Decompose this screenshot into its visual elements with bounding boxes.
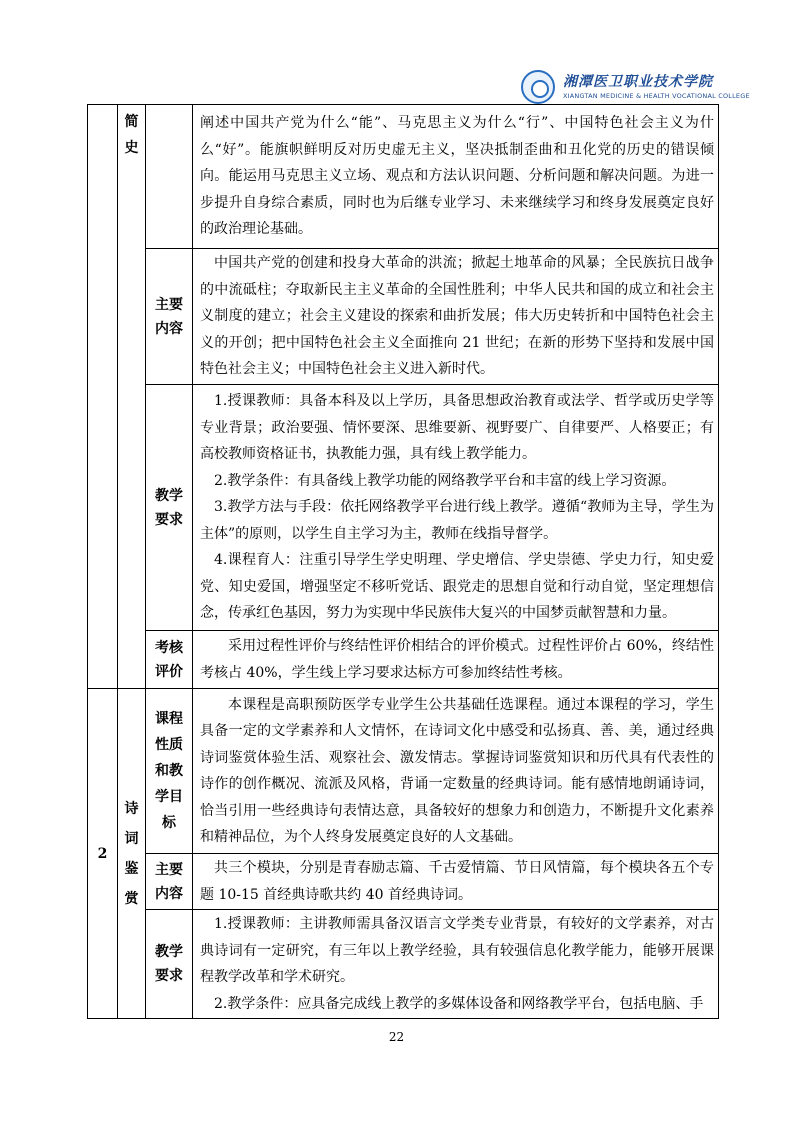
course-name: 简史 bbox=[124, 114, 139, 156]
table-row bbox=[88, 910, 719, 1019]
goal-label: 课程性质和教学目标 bbox=[155, 711, 183, 831]
req-item: 1.授课教师：主讲教师需具备汉语言文学类专业背景，有较好的文学素养，对古典诗词有一定研究，有三年以上教学经验，具有较强信息化教学能力，能够开展课程教学改革和学术研究。 bbox=[200, 916, 714, 985]
goal-text: 阐述中国共产党为什么“能”、马克思主义为什么“行”、中国特色社会主义为什么“好”。能旗帜鲜明反对历史虚无主义，坚决抵制歪曲和丑化党的历史的错误倾向。能运用马克思主义立场、观点和方法认识问题、分析问题和解决问题。为进一步提升自身综合素质，同时也为后继专业学习、未来继续学习和终身发展奠定良好的政治理论基础。 bbox=[200, 115, 714, 238]
req-item: 2.教学条件：应具备完成线上教学的多媒体设备和网络教学平台，包括电脑、手 bbox=[214, 995, 704, 1012]
table-row bbox=[88, 249, 719, 385]
logo-chinese-name: 湘潭医卫职业技术学院 bbox=[563, 74, 713, 90]
course-number-cell bbox=[88, 105, 118, 689]
req-label-cell bbox=[146, 385, 193, 631]
course-name: 诗词鉴赏 bbox=[124, 800, 139, 907]
content-label-cell bbox=[146, 854, 193, 910]
eval-text: 采用过程性评价与终结性评价相结合的评价模式。过程性评价占 60%，终结性考核占 40%，学生线上学习要求达标方可参加终结性考核。 bbox=[200, 638, 714, 681]
req-item: 3.教学方法与手段：依托网络教学平台进行线上教学。遵循“教师为主导，学生为主体”的原则，以学生自主学习为主，教师在线指导督学。 bbox=[200, 499, 714, 542]
req-label: 教学要求 bbox=[155, 944, 183, 984]
content-text-cell bbox=[193, 249, 719, 385]
course-name-cell bbox=[118, 689, 146, 1019]
req-text-cell bbox=[193, 910, 719, 1019]
eval-label: 考核评价 bbox=[155, 639, 183, 680]
logo-english-name: XIANGTAN MEDICINE & HEALTH VOCATIONAL COLLEGE bbox=[563, 92, 750, 100]
goal-label-cell bbox=[146, 105, 193, 249]
req-label: 教学要求 bbox=[155, 487, 183, 528]
course-name-cell bbox=[118, 105, 146, 689]
goal-text-cell bbox=[193, 689, 719, 854]
content-text-cell bbox=[193, 854, 719, 910]
req-item: 1.授课教师：具备本科及以上学历，具备思想政治教育或法学、哲学或历史学等专业背景；政治要强、情怀要深、思维要新、视野要广、自律要严、人格要正；有高校教师资格证书，执教能力强，具有线上教学能力。 bbox=[200, 393, 714, 463]
eval-label-cell bbox=[146, 631, 193, 689]
req-label-cell bbox=[146, 910, 193, 1019]
req-item: 2.教学条件：有具备线上教学功能的网络教学平台和丰富的线上学习资源。 bbox=[214, 472, 676, 489]
content-label: 主要内容 bbox=[155, 861, 183, 902]
table-row bbox=[88, 105, 719, 249]
table-row bbox=[88, 854, 719, 910]
req-item: 4.课程育人：注重引导学生学史明理、学史增信、学史崇德、学史力行，知史爱党、知史爱国，增强坚定不移听党话、跟党走的思想自觉和行动自觉，坚定理想信念，传承红色基因，努力为实现中华民族伟大复兴的中国梦贡献智慧和力量。 bbox=[200, 552, 714, 622]
content-text: 共三个模块，分别是青春励志篇、千古爱情篇、节日风情篇，每个模块各五个专题 10-15 首经典诗歌共约 40 首经典诗词。 bbox=[200, 860, 714, 903]
goal-text-cell bbox=[193, 105, 719, 249]
table-row bbox=[88, 689, 719, 854]
content-text: 中国共产党的创建和投身大革命的洪流；掀起土地革命的风暴；全民族抗日战争的中流砥柱；夺取新民主主义革命的全国性胜利；中华人民共和国的成立和社会主义制度的建立；社会主义建设的探索和曲折发展；伟大历史转折和中国特色社会主义的开创；把中国特色社会主义全面推向 21 世纪；在新的形势下坚持和发展中国特色社会主义；中国特色社会主义进入新时代。 bbox=[200, 255, 714, 378]
goal-label-cell bbox=[146, 689, 193, 854]
table-row bbox=[88, 631, 719, 689]
college-emblem-icon bbox=[521, 70, 555, 104]
course-number-cell bbox=[88, 689, 118, 1019]
content-label: 主要内容 bbox=[155, 296, 183, 337]
content-label-cell bbox=[146, 249, 193, 385]
college-logo bbox=[521, 66, 750, 108]
req-text-cell bbox=[193, 385, 719, 631]
goal-text: 本课程是高职预防医学专业学生公共基础任选课程。通过本课程的学习，学生具备一定的文学素养和人文情怀，在诗词文化中感受和弘扬真、善、美，通过经典诗词鉴赏体验生活、观察社会、激发情志。掌握诗词鉴赏知识和历代具有代表性的诗作的创作概况、流派及风格，背诵一定数量的经典诗词。能有感情地朗诵诗词，恰当引用一些经典诗句表情达意，具备较好的想象力和创造力，不断提升文化素养和精神品位，为个人终身发展奠定良好的人文基础。 bbox=[200, 696, 714, 845]
table-row bbox=[88, 385, 719, 631]
course-table bbox=[87, 104, 719, 1019]
page-number: 22 bbox=[388, 1030, 405, 1044]
eval-text-cell bbox=[193, 631, 719, 689]
course-number: 2 bbox=[97, 845, 108, 862]
